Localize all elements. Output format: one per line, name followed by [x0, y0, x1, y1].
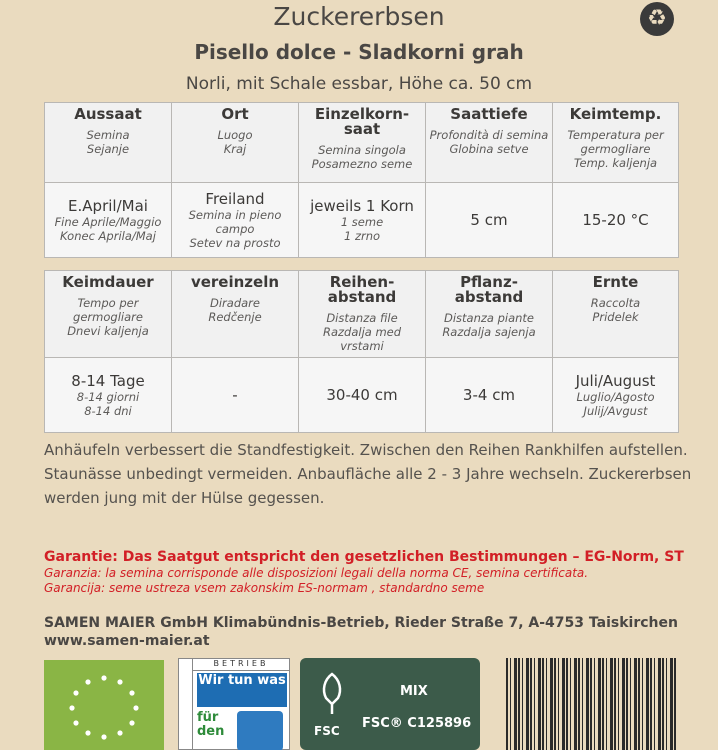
- column-subtitle: Semina singola: [318, 143, 406, 157]
- barcode: [506, 658, 676, 750]
- column-title: Saattiefe: [450, 105, 528, 123]
- column-title: Keimtemp.: [569, 105, 662, 123]
- column-subtitle: Temperatura per germogliare: [567, 128, 664, 156]
- table-value-cell: [172, 358, 299, 433]
- cell-sub-value: 8-14 giorni: [76, 389, 140, 404]
- company-address: SAMEN MAIER GmbH Klimabündnis-Betrieb, Rieder Straße 7, A-4753 Taiskirchen: [44, 615, 678, 631]
- column-subtitle: Semina: [86, 128, 130, 142]
- sowing-table-header-row: [45, 103, 679, 183]
- cell-sub-value: Luglio/Agosto: [576, 389, 655, 404]
- column-title: Ernte: [592, 273, 639, 291]
- column-title: Aussaat: [74, 105, 142, 123]
- table-header-cell: [299, 103, 426, 183]
- company-info: [44, 614, 678, 650]
- table-value-cell: [426, 183, 553, 258]
- table-value-cell: [172, 183, 299, 258]
- column-subtitle: Profondità di semina: [429, 128, 549, 142]
- fsc-tree-icon: [314, 670, 350, 714]
- table-header-cell: [172, 271, 299, 358]
- page-title: Zuckererbsen: [273, 2, 445, 31]
- klima-side-band: [179, 659, 193, 749]
- growing-table-value-row: [45, 358, 679, 433]
- guarantee-sl: Garancija: seme ustreza vsem zakonskim ES-normam , standardno seme: [44, 581, 485, 595]
- column-subtitle: Tempo per germogliare: [73, 296, 143, 324]
- growing-table-header-row: [45, 271, 679, 358]
- cell-main-value: jeweils 1 Korn: [310, 196, 414, 215]
- column-title: Reihen-abstand: [327, 273, 397, 306]
- fsc-logo: [300, 658, 480, 750]
- klima-top-label: BETRIEB: [193, 659, 289, 671]
- page-subtitle: Pisello dolce - Sladkorni grah: [194, 40, 524, 64]
- column-subtitle: Kraj: [223, 142, 247, 156]
- table-value-cell: [553, 183, 679, 258]
- cell-main-value: 3-4 cm: [462, 385, 516, 404]
- column-title: vereinzeln: [190, 273, 280, 291]
- table-header-cell: [172, 103, 299, 183]
- cell-sub-value: Semina in pieno campo: [188, 207, 282, 236]
- cell-main-value: 5 cm: [470, 210, 508, 229]
- column-title: Einzelkorn-saat: [314, 105, 410, 138]
- cell-sub-value: Fine Aprile/Maggio: [54, 214, 162, 229]
- klima-slogan: Wir tun was: [197, 673, 287, 707]
- table-value-cell: [45, 183, 172, 258]
- column-title: Ort: [221, 105, 249, 123]
- fsc-mix-label: MIX: [400, 684, 428, 699]
- recycle-icon: ♻: [640, 2, 674, 36]
- table-header-cell: [45, 103, 172, 183]
- table-value-cell: [299, 358, 426, 433]
- column-subtitle: Posamezno seme: [311, 157, 413, 171]
- eu-organic-leaf-logo: [44, 660, 164, 750]
- table-header-cell: [426, 103, 553, 183]
- cell-main-value: 8-14 Tage: [71, 371, 145, 390]
- guarantee-it: Garanzia: la semina corrisponde alle disposizioni legali della norma CE, semina certificata.: [44, 566, 589, 580]
- fsc-license: FSC® C125896: [362, 716, 472, 731]
- variety-description: Norli, mit Schale essbar, Höhe ca. 50 cm: [185, 74, 533, 94]
- sowing-table: [44, 102, 679, 258]
- cell-sub-value: 8-14 dni: [84, 403, 132, 418]
- column-title: Pflanz-abstand: [454, 273, 524, 306]
- cell-main-value: Juli/August: [575, 371, 656, 390]
- cell-main-value: -: [232, 385, 238, 404]
- fsc-label: FSC: [314, 724, 340, 738]
- cell-main-value: 15-20 °C: [582, 210, 649, 229]
- guarantee-de: Garantie: Das Saatgut entspricht den gesetzlichen Bestimmungen – EG-Norm, ST: [44, 549, 684, 565]
- globe-icon: [237, 711, 283, 750]
- column-subtitle: Razdalja med vrstami: [322, 325, 402, 353]
- table-value-cell: [426, 358, 553, 433]
- column-subtitle: Distanza piante: [443, 311, 535, 325]
- table-header-cell: [426, 271, 553, 358]
- column-subtitle: Dnevi kaljenja: [67, 324, 149, 338]
- cell-main-value: 30-40 cm: [326, 385, 398, 404]
- cell-sub-value: Konec Aprila/Maj: [60, 228, 156, 243]
- table-value-cell: [45, 358, 172, 433]
- klimabuendnis-logo: [178, 658, 290, 750]
- growing-table: [44, 270, 679, 433]
- cell-main-value: Freiland: [205, 189, 265, 208]
- cell-sub-value: 1 seme: [340, 214, 384, 229]
- column-subtitle: Temp. kaljenja: [573, 156, 658, 170]
- cell-sub-value: Julij/Avgust: [583, 403, 648, 418]
- table-header-cell: [299, 271, 426, 358]
- guarantee-block: [44, 548, 718, 596]
- sowing-table-value-row: [45, 183, 679, 258]
- cultivation-notes: Anhäufeln verbessert die Standfestigkeit. Zwischen den Reihen Rankhilfen aufstellen. Staunässe unbedingt vermeiden. Anbaufläche alle 2 - 3 Jahre wechseln. Zuckererbsen werden jung mit der Hülse gegessen.: [44, 441, 692, 507]
- column-subtitle: Redčenje: [208, 310, 262, 324]
- table-header-cell: [553, 271, 679, 358]
- column-subtitle: Globina setve: [449, 142, 529, 156]
- table-value-cell: [553, 358, 679, 433]
- column-subtitle: Razdalja sajenja: [442, 325, 536, 339]
- column-subtitle: Raccolta: [590, 296, 641, 310]
- cell-main-value: E.April/Mai: [68, 196, 148, 215]
- column-subtitle: Diradare: [210, 296, 260, 310]
- company-website: www.samen-maier.at: [44, 633, 210, 649]
- column-subtitle: Sejanje: [86, 142, 130, 156]
- column-title: Keimdauer: [62, 273, 154, 291]
- klima-slogan-2: für den: [197, 710, 225, 739]
- table-header-cell: [553, 103, 679, 183]
- logo-strip: [0, 654, 718, 750]
- cell-sub-value: 1 zrno: [343, 228, 381, 243]
- column-subtitle: Luogo: [217, 128, 253, 142]
- table-header-cell: [45, 271, 172, 358]
- column-subtitle: Distanza file: [326, 311, 398, 325]
- cell-sub-value: Setev na prosto: [189, 235, 281, 250]
- table-value-cell: [299, 183, 426, 258]
- column-subtitle: Pridelek: [592, 310, 639, 324]
